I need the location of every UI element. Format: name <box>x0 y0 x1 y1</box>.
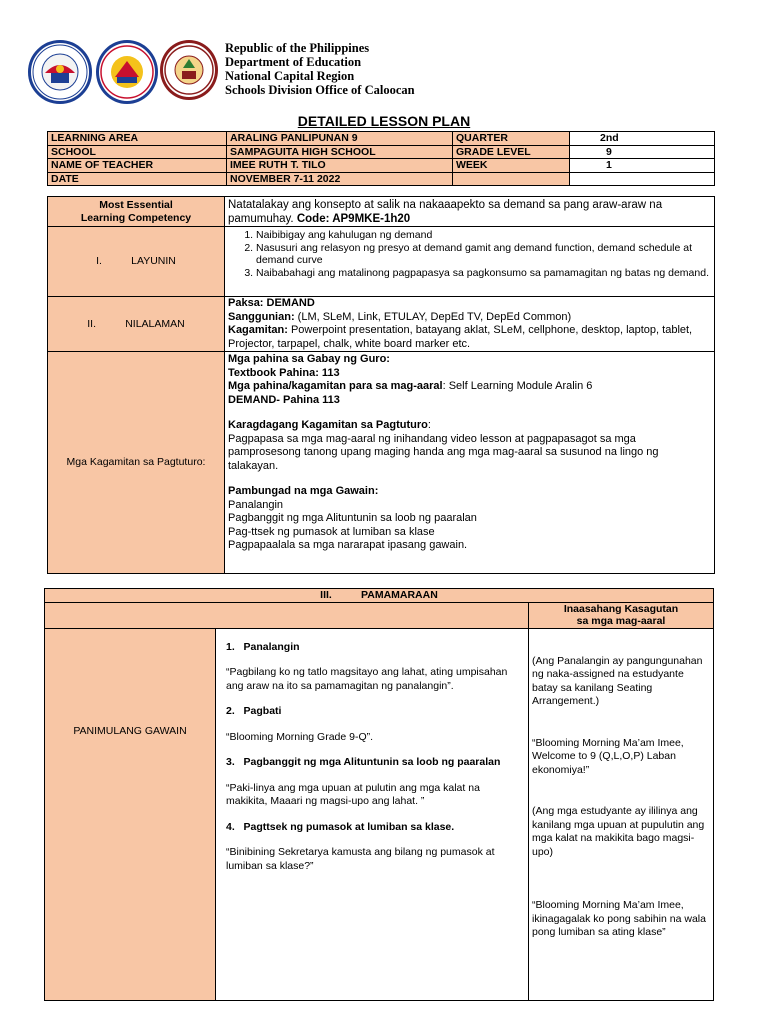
step-heading-1 <box>226 641 522 655</box>
kagamitan-pagtuturo-label: Mga Kagamitan sa Pagtuturo: <box>48 352 225 574</box>
info-table <box>47 131 715 186</box>
date-empty-cell <box>453 172 570 186</box>
student-answer-cell <box>529 628 714 1000</box>
lesson-table <box>47 196 715 574</box>
gawain-item: Panalangin <box>228 498 284 511</box>
deped-seal-icon <box>31 43 89 101</box>
header-line-republic: Republic of the Philippines <box>225 41 370 55</box>
competency-label-line2: Learning Competency <box>80 211 192 224</box>
header-line-region: National Capital Region <box>225 69 355 83</box>
competency-code: Code: AP9MKE-1h20 <box>296 213 411 225</box>
competency-text: Natatalakay ang konsepto at salik na nakaaapekto sa demand sa pang araw-araw na pamumuhay. <box>228 199 663 225</box>
inaasahang-line1: Inaasahang Kasagutan <box>563 602 679 615</box>
gawain-item: Pagbanggit ng mga Alituntunin sa loob ng paaralan <box>228 512 477 524</box>
grade-level-label: GRADE LEVEL <box>453 145 570 159</box>
spacer <box>226 809 522 821</box>
textbook-line: Textbook Pahina: 113 <box>228 366 340 379</box>
spacer <box>228 473 711 485</box>
document-title: DETAILED LESSON PLAN <box>297 113 471 129</box>
step-heading-4 <box>226 821 522 835</box>
karagdagang-line <box>228 419 711 433</box>
kagamitan-label: Kagamitan: <box>228 324 288 336</box>
gawain-item: Pagpapaalala sa mga nararapat ipasang gawain. <box>228 539 468 551</box>
answer-4: “Blooming Morning Ma’am Imee, ikinagagalak ko pong sabihin na wala pong lumiban sa ating klase” <box>532 899 706 938</box>
spacer <box>532 709 710 737</box>
objective-item: 2. Nasusuri ang relasyon ng presyo at demand gamit ang demand function, demand schedule at demand curve <box>256 242 711 267</box>
mag-aaral-line <box>228 380 711 394</box>
step-text-1: “Pagbilang ko ng tatlo magsitayo ang lahat, ating umpisahan ang araw na ito sa pamamagitan ng panalangin”. <box>226 666 508 692</box>
step-heading-2 <box>226 705 522 719</box>
step-title: Pagbati <box>243 705 282 717</box>
spacer <box>226 770 522 782</box>
school-seal-icon <box>163 43 215 97</box>
pamamaraan-blank-header <box>45 602 529 628</box>
week-label: WEEK <box>453 159 570 173</box>
step-num: 2. <box>226 705 235 717</box>
sdo-caloocan-logo <box>96 40 158 104</box>
step-num: 1. <box>226 640 235 653</box>
spacer <box>532 859 710 899</box>
spacer <box>226 654 522 666</box>
sdo-seal-icon <box>99 43 155 101</box>
kagamitan-pagtuturo-cell <box>225 352 715 574</box>
nilalaman-label: II. NILALAMAN <box>48 297 225 352</box>
competency-cell <box>225 197 715 227</box>
sampaguita-hs-logo <box>160 40 218 100</box>
step-title: Panalangin <box>243 640 300 653</box>
step-num: 3. <box>226 756 235 768</box>
competency-label <box>48 197 225 227</box>
learning-area-label: LEARNING AREA <box>48 132 227 146</box>
gabay-heading: Mga pahina sa Gabay ng Guro: <box>228 353 390 365</box>
spacer <box>226 693 522 705</box>
deped-seal-logo <box>28 40 92 104</box>
sanggunian-label: Sanggunian: <box>228 310 295 323</box>
pambungad-heading: Pambungad na mga Gawain: <box>228 485 379 497</box>
answer-1: (Ang Panalangin ay pangungunahan ng naka-assigned na estudyante batay sa kanilang Seating Arrangement.) <box>532 654 703 707</box>
sanggunian-line <box>228 311 711 325</box>
header-line-division: Schools Division Office of Caloocan <box>225 83 415 97</box>
sanggunian-text: (LM, SLeM, Link, ETULAY, DepEd TV, DepEd Common) <box>294 310 572 323</box>
answer-2: “Blooming Morning Ma’am Imee, Welcome to 9 (Q,L,O,P) Laban ekonomiya!” <box>532 736 684 776</box>
learning-area-value: ARALING PANLIPUNAN 9 <box>227 132 453 146</box>
answer-3: (Ang mga estudyante ay ililinya ang kanilang mga upuan at pupulutin ang mga kalat na makikita bago magsi-upo) <box>532 805 705 858</box>
competency-label-line1: Most Essential <box>99 199 173 211</box>
step-text-4: “Binibining Sekretarya kamusta ang bilang ng pumasok at lumiban sa klase?” <box>226 846 495 872</box>
spacer <box>228 407 711 419</box>
teacher-label: NAME OF TEACHER <box>48 159 227 173</box>
nilalaman-cell <box>225 297 715 352</box>
grade-level-value: 9 <box>570 145 715 159</box>
spacer <box>226 744 522 756</box>
pamamaraan-title: III. PAMAMARAAN <box>45 589 714 603</box>
objective-item: 1. Naibibigay ang kahulugan ng demand <box>256 229 711 242</box>
paksa-text: Paksa: DEMAND <box>228 297 315 309</box>
step-text-2: “Blooming Morning Grade 9-Q”. <box>226 730 374 743</box>
kagamitan-line <box>228 324 711 351</box>
school-label: SCHOOL <box>48 145 227 159</box>
step-num: 4. <box>226 820 235 833</box>
teacher-value: IMEE RUTH T. TILO <box>227 159 453 173</box>
demand-page-line: DEMAND- Pahina 113 <box>228 393 340 406</box>
date-empty-cell-2 <box>570 172 715 186</box>
layunin-cell <box>225 227 715 297</box>
gawain-item: Pag-ttsek ng pumasok at lumiban sa klase <box>228 525 435 538</box>
karagdagang-colon: : <box>427 419 431 431</box>
layunin-label: I. LAYUNIN <box>48 227 225 297</box>
teacher-activity-cell <box>216 628 529 1000</box>
spacer <box>226 719 522 731</box>
mag-aaral-text: : Self Learning Module Aralin 6 <box>442 380 593 392</box>
school-value: SAMPAGUITA HIGH SCHOOL <box>227 145 453 159</box>
quarter-value: 2nd <box>570 132 715 146</box>
step-text-3: “Paki-linya ang mga upuan at pulutin ang mga kalat na makikita, Maaari ng magsi-upo ang lahat. ” <box>226 781 480 807</box>
objective-item: 3. Naibabahagi ang matalinong pagpapasya sa pagkonsumo sa pamamagitan ng batas ng demand. <box>256 267 711 280</box>
date-value: NOVEMBER 7-11 2022 <box>227 172 453 186</box>
objectives-list <box>228 229 711 279</box>
panimulang-gawain-label: PANIMULANG GAWAIN <box>45 628 216 1000</box>
week-value: 1 <box>570 159 715 173</box>
inaasahang-line2: sa mga mag-aaral <box>576 615 666 627</box>
quarter-label: QUARTER <box>453 132 570 146</box>
step-title: Pagbanggit ng mga Alituntunin sa loob ng paaralan <box>243 756 501 768</box>
step-heading-3 <box>226 756 522 770</box>
date-label: DATE <box>48 172 227 186</box>
mag-aaral-label: Mga pahina/kagamitan para sa mag-aaral <box>228 380 443 392</box>
karagdagang-text: Pagpapasa sa mga mag-aaral ng inihandang video lesson at pagpapasagot sa mga pamprosesong tanong upang maging handa ang mga mag-aaral sa susunod na lingo ng talakayan. <box>228 432 659 472</box>
pamamaraan-table <box>44 588 714 1001</box>
step-title: Pagttsek ng pumasok at lumiban sa klase. <box>243 820 455 833</box>
spacer <box>532 777 710 805</box>
kagamitan-text: Powerpoint presentation, batayang aklat, SLeM, cellphone, desktop, laptop, tablet, Projector, tarpapel, chalk, white board marker etc. <box>228 324 693 350</box>
header-line-deped: Department of Education <box>225 55 362 69</box>
inaasahang-header <box>529 602 714 628</box>
karagdagang-label: Karagdagang Kagamitan sa Pagtuturo <box>228 419 428 431</box>
spacer <box>226 834 522 846</box>
